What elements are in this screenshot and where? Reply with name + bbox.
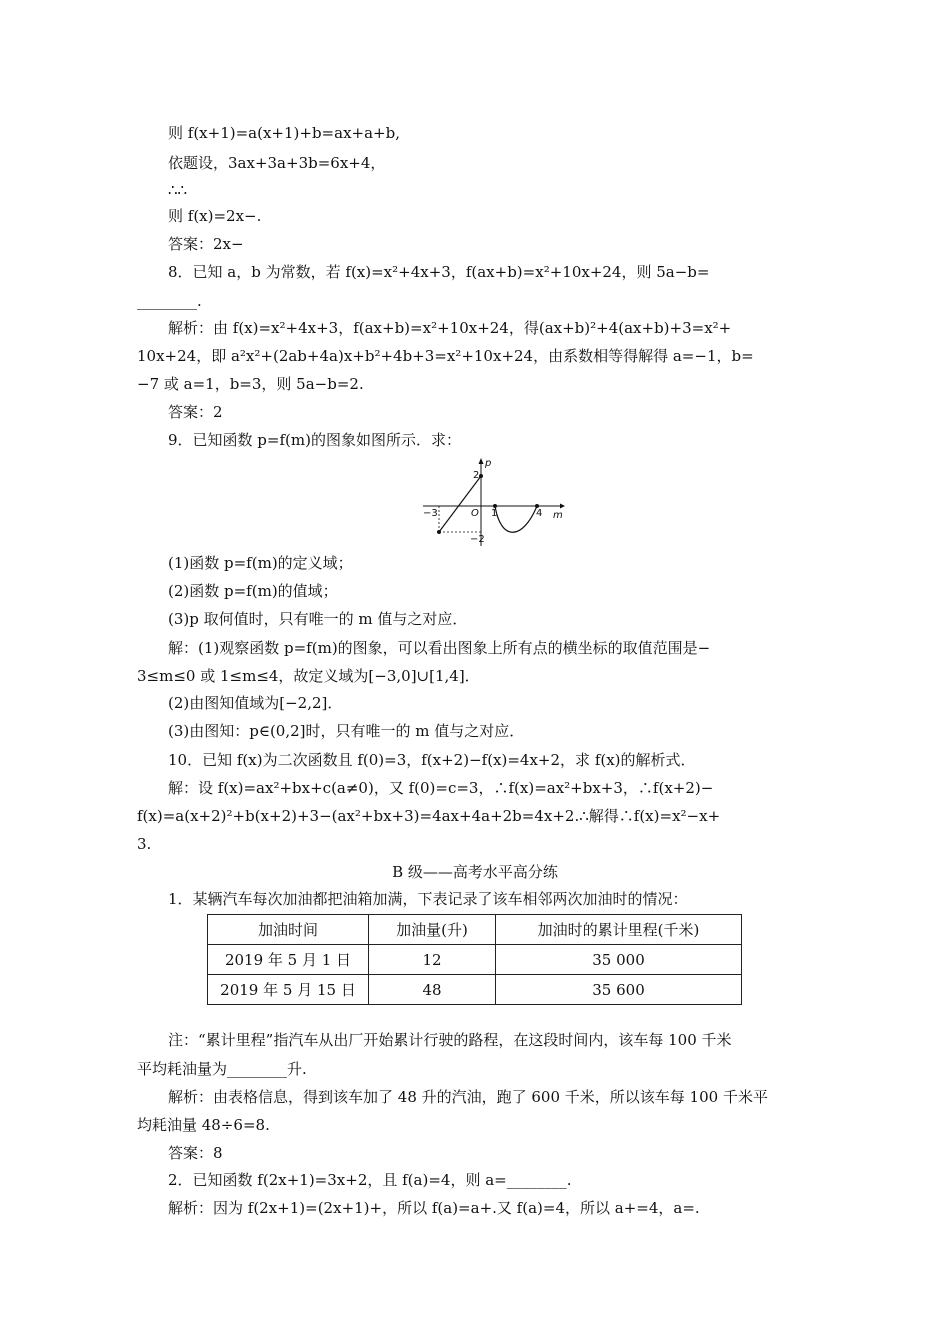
text-line: (3)由图知：p∈(0,2]时，只有唯一的 m 值与之对应． [168,722,525,740]
text-line: 答案：2 [168,403,223,421]
text-line: (3)p 取何值时，只有唯一的 m 值与之对应． [168,610,468,628]
graph-curve [495,506,537,532]
endpoint-dot [479,474,483,478]
tick-label: 4 [536,508,543,519]
table-cell: 12 [369,945,496,975]
text-line: 则 f(x)=2x−. [168,207,262,225]
text-line: 1．某辆汽车每次加油都把油箱加满，下表记录了该车相邻两次加油时的情况： [168,890,688,908]
m-axis-arrow [560,504,565,509]
m-axis-label: m [553,510,563,521]
text-line: 3. [137,835,152,853]
graph-segment [439,476,481,532]
table-cell: 35 600 [496,975,742,1005]
text-line: (1)函数 p=f(m)的定义域； [168,554,353,572]
table-header: 加油时的累计里程(千米) [496,915,742,945]
table-cell: 2019 年 5 月 15 日 [208,975,369,1005]
table-row [208,975,742,1005]
tick-label: 2 [473,470,480,481]
table-row [208,945,742,975]
text-line: 平均耗油量为________升. [137,1060,307,1078]
function-graph [415,456,565,548]
text-line: 依题设，3ax+3a+3b=6x+4， [168,154,386,172]
p-axis-label: p [485,458,492,469]
tick-label: 1 [491,508,498,519]
tick-label: −3 [423,508,438,519]
table-cell: 2019 年 5 月 1 日 [208,945,369,975]
table-header-row [208,915,742,945]
text-line: 答案：8 [168,1144,223,1162]
text-line: 解析：由 f(x)=x²+4x+3，f(ax+b)=x²+10x+24，得(ax+b)²+4(ax+b)+3=x²+ [168,319,732,337]
text-line: 解析：因为 f(2x+1)=(2x+1)+，所以 f(a)=a+.又 f(a)=4，所以 a+=4，a=. [168,1199,700,1217]
text-line: ________. [137,292,202,310]
text-line: 则 f(x+1)=a(x+1)+b=ax+a+b, [168,124,400,142]
table-cell: 48 [369,975,496,1005]
text-line: (2)函数 p=f(m)的值域； [168,582,338,600]
text-line: 10x+24，即 a²x²+(2ab+4a)x+b²+4b+3=x²+10x+24，由系数相等得解得 a=−1，b= [137,347,754,365]
p-axis-arrow [479,458,484,464]
text-line: 注：“累计里程”指汽车从出厂开始累计行驶的路程，在这段时间内，该车每 100 千米 [168,1031,732,1049]
tick-label: −2 [470,534,485,545]
endpoint-dot [437,530,441,534]
text-line: 解析：由表格信息，得到该车加了 48 升的汽油，跑了 600 千米，所以该车每 100 千米平 [168,1088,768,1106]
text-line: f(x)=a(x+2)²+b(x+2)+3−(ax²+bx+3)=4ax+4a+2b=4x+2.∴解得∴f(x)=x²−x+ [137,807,721,825]
text-line: 均耗油量 48÷6=8. [137,1116,270,1134]
fuel-table [207,914,742,1005]
text-line: 3≤m≤0 或 1≤m≤4，故定义域为[−3,0]∪[1,4]． [137,667,480,685]
text-line: −7 或 a=1，b=3，则 5a−b=2. [137,375,364,393]
text-line: 解：设 f(x)=ax²+bx+c(a≠0)，又 f(0)=c=3，∴f(x)=ax²+bx+3，∴f(x+2)− [168,779,714,797]
text-line: 8．已知 a，b 为常数，若 f(x)=x²+4x+3，f(ax+b)=x²+10x+24，则 5a−b= [168,263,710,281]
table-cell: 35 000 [496,945,742,975]
text-line: 解：(1)观察函数 p=f(m)的图象，可以看出图象上所有点的横坐标的取值范围是− [168,639,711,657]
text-line: (2)由图知值域为[−2,2]． [168,694,343,712]
text-line: 答案：2x− [168,235,244,253]
table-header: 加油量(升) [369,915,496,945]
section-heading: B 级——高考水平高分练 [392,863,558,881]
text-line: 2．已知函数 f(2x+1)=3x+2，且 f(a)=4，则 a=________. [168,1171,572,1189]
text-line: ∴∴ [168,181,188,199]
origin-label: O [471,508,479,519]
text-line: 10．已知 f(x)为二次函数且 f(0)=3，f(x+2)−f(x)=4x+2，求 f(x)的解析式． [168,751,696,769]
text-line: 9．已知函数 p=f(m)的图象如图所示．求： [168,431,461,449]
table-header: 加油时间 [208,915,369,945]
